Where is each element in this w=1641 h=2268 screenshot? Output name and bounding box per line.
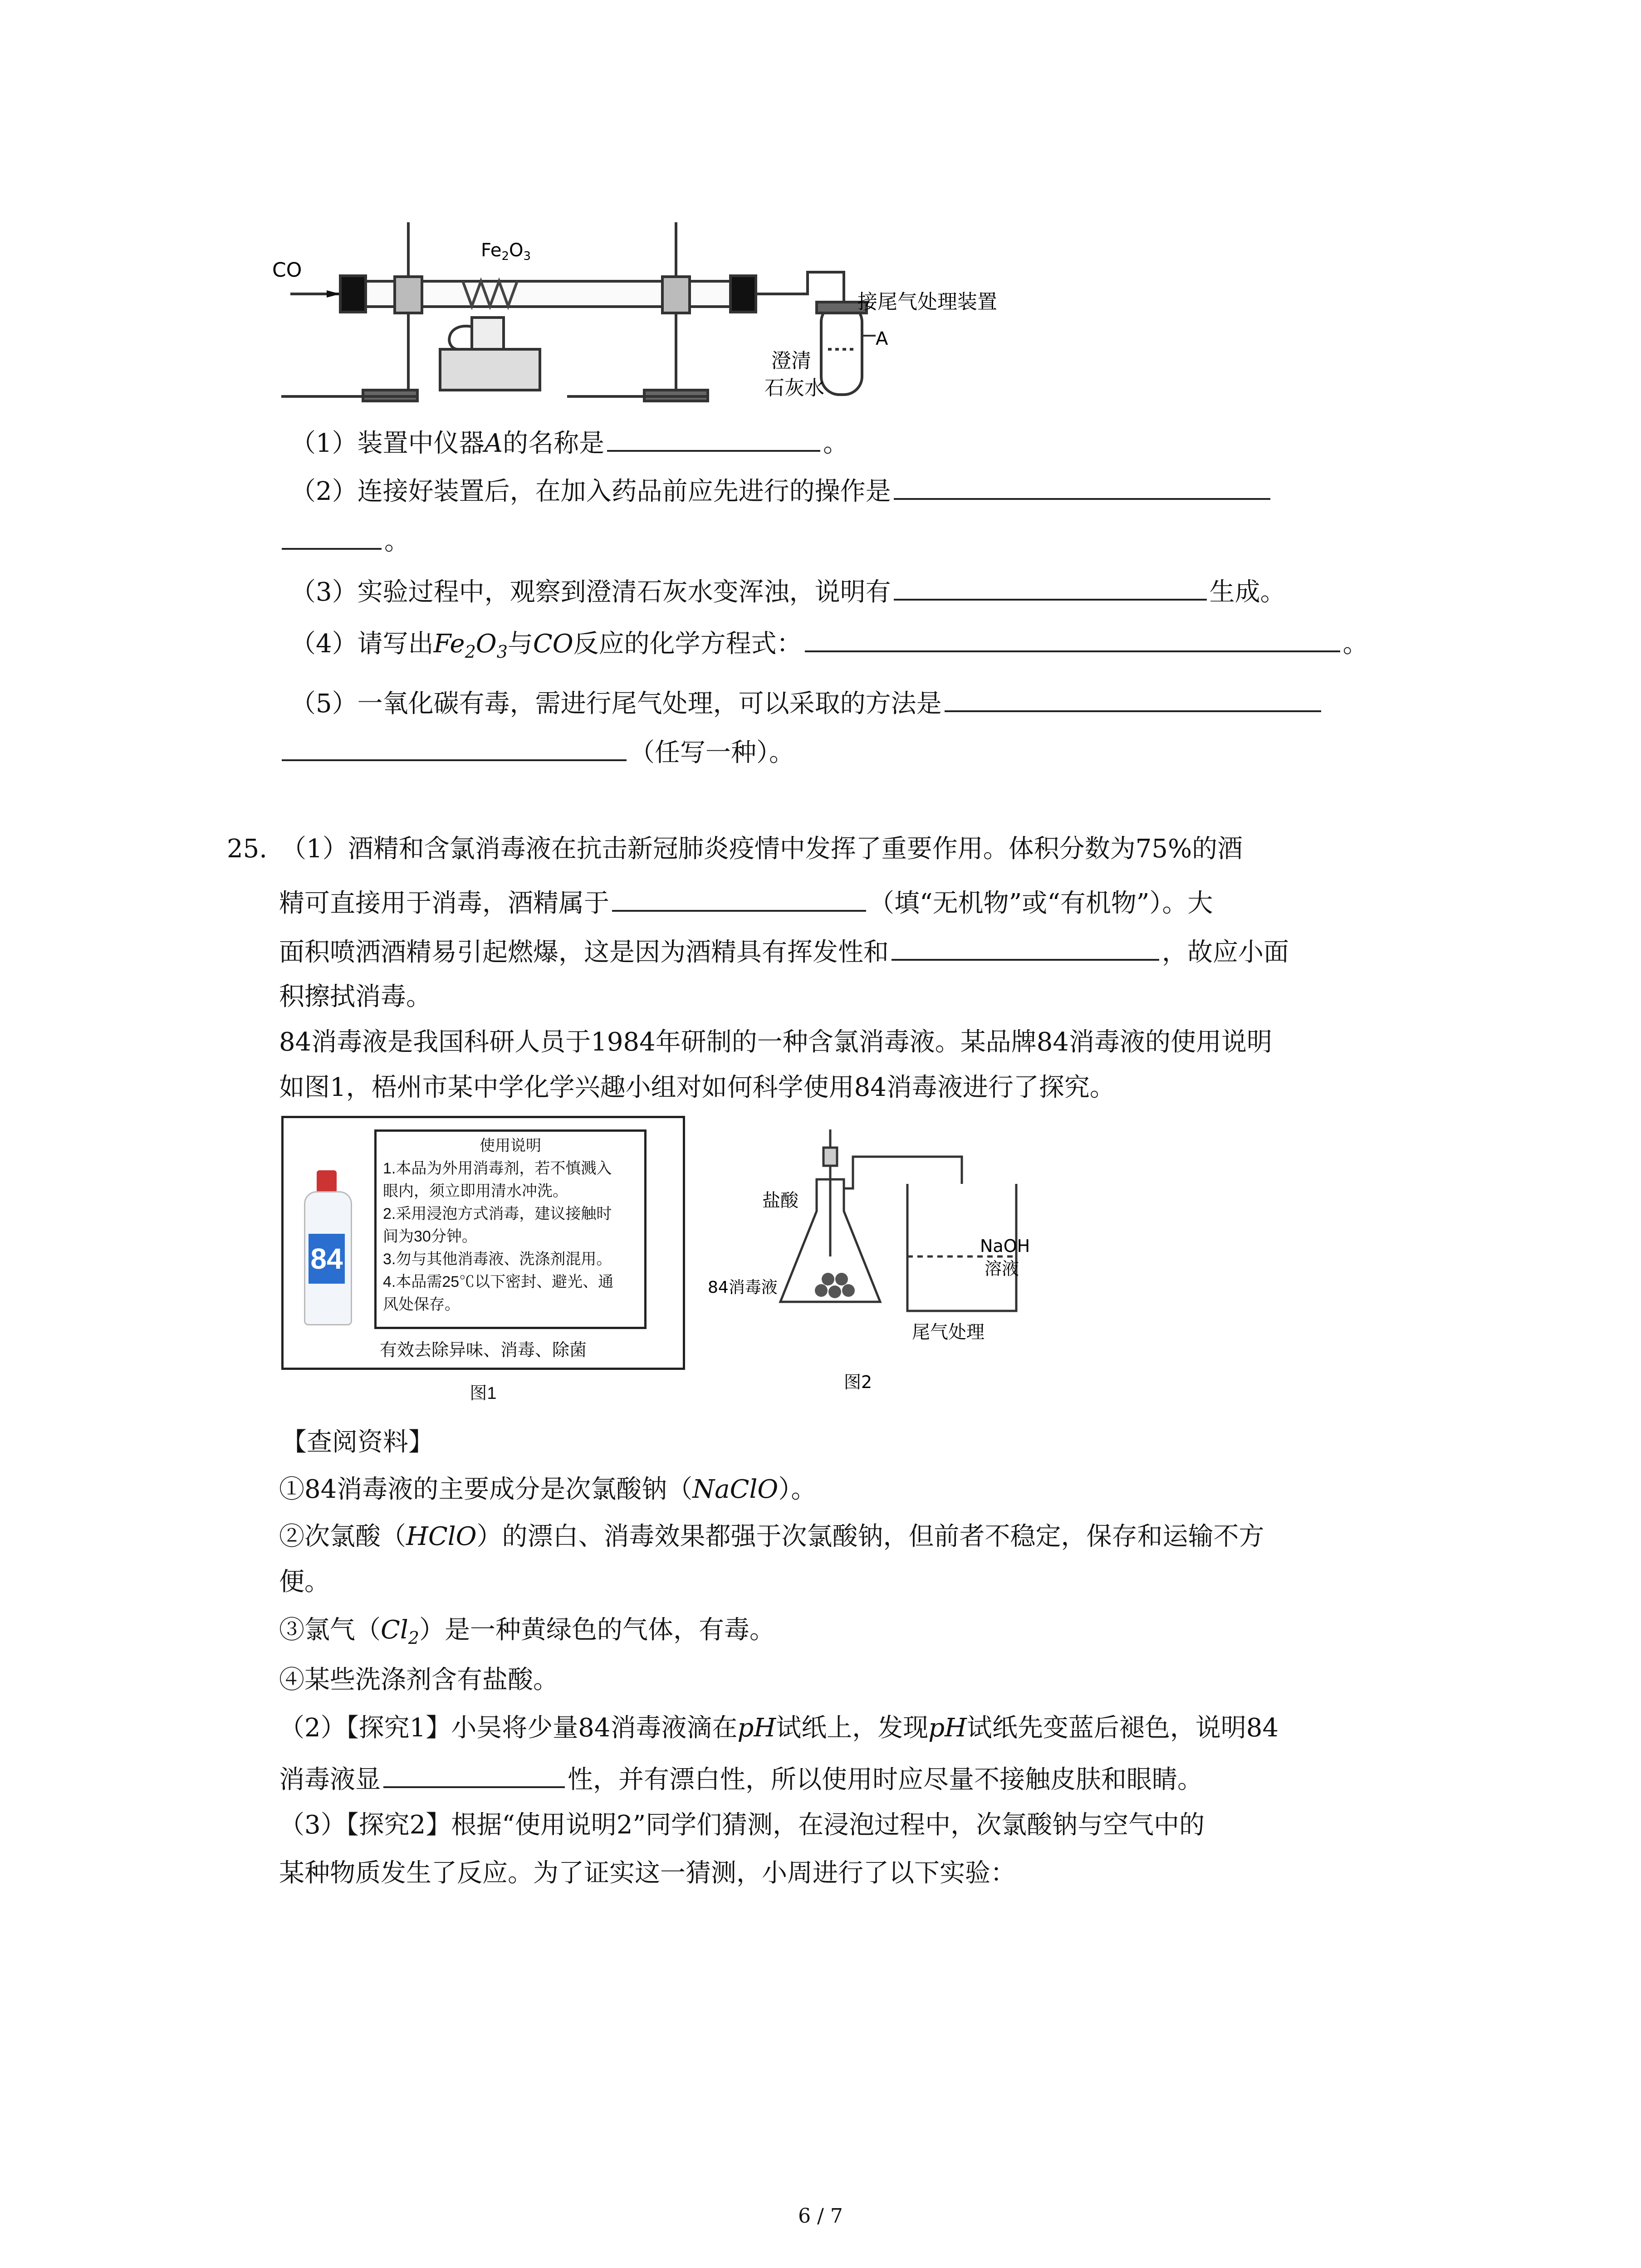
instruction-line: 2.采用浸泡方式消毒，建议接触时 [383, 1205, 612, 1222]
q25-number: 25. [227, 834, 268, 864]
q24-4-blank[interactable] [805, 622, 1340, 652]
q25-p1-c: 面积喷洒酒精易引起燃爆，这是因为酒精具有挥发性和 ，故应小面 [279, 931, 1289, 971]
q24-5-cont: （任写一种）。 [279, 731, 794, 771]
limewater-label-2: 石灰水 [764, 376, 824, 400]
q24-2-cont: 。 [279, 520, 410, 560]
fig2-naoh-label: NaOH [980, 1236, 1030, 1256]
bottle-label: 84 [309, 1234, 345, 1284]
q25-2-blank[interactable] [383, 1758, 565, 1788]
fe2o3-label: $Fe_2O_3$ [481, 240, 531, 263]
instructions-list [383, 1157, 638, 1316]
q25-1-blank-b[interactable] [892, 931, 1159, 961]
q25-p2-b: 如图1，梧州市某中学化学兴趣小组对如何科学使用84消毒液进行了探究。 [279, 1073, 1115, 1102]
figure-1 [281, 1116, 690, 1415]
fig2-acid-label: 盐酸 [762, 1190, 798, 1211]
q25-3-cont: 某种物质发生了反应。为了证实这一猜测，小周进行了以下实验： [279, 1858, 1016, 1888]
instruction-line: 3.勿与其他消毒液、洗涤剂混用。 [383, 1251, 612, 1268]
q25-p1-b: 精可直接用于消毒，酒精属于 （填“无机物”或“有机物”）。大 [279, 882, 1213, 922]
q24-2: （2）连接好装置后，在加入药品前应先进行的操作是 [290, 470, 1273, 510]
q24-1-blank[interactable] [607, 422, 820, 452]
ref-3: ③氯气$(Cl_2)$是一种黄绿色的气体，有毒。 [279, 1615, 775, 1648]
fig2-solution-label: 84消毒液 [708, 1278, 778, 1297]
q24-3-blank[interactable] [894, 571, 1207, 601]
q24-2-blank-b[interactable] [282, 520, 382, 550]
q24-3: （3）实验过程中，观察到澄清石灰水变浑浊，说明有 生成。 [290, 571, 1286, 611]
instructions-title: 使用说明 [480, 1137, 541, 1154]
q24-4: （4）请写出$Fe_2O_3$与CO反应的化学方程式： 。 [290, 622, 1368, 670]
co-label: CO [272, 259, 302, 282]
instructions-box [374, 1129, 647, 1329]
a-label: A [876, 328, 888, 349]
instruction-line: 1.本品为外用消毒剂，若不慎溅入 [383, 1160, 612, 1177]
figure-2-caption: 图2 [844, 1372, 872, 1392]
q24-1: （1）装置中仪器A的名称是 。 [290, 422, 848, 462]
q25-2-cont: 消毒液显 性，并有漂白性，所以使用时应尽量不接触皮肤和眼睛。 [279, 1758, 1203, 1798]
exhaust-label: 接尾气处理装置 [857, 290, 997, 313]
figure-1-caption: 图1 [470, 1384, 497, 1403]
ref-2: ②次氯酸（HClO）的漂白、消毒效果都强于次氯酸钠，但前者不稳定，保存和运输不方 [279, 1522, 1264, 1551]
bottle-image [299, 1170, 354, 1325]
ref-4: ④某些洗涤剂含有盐酸。 [279, 1665, 558, 1695]
figure-1-footer: 有效去除异味、消毒、除菌 [379, 1341, 587, 1360]
q25-2: （2）【探究1】小吴将少量84消毒液滴在pH试纸上，发现pH试纸先变蓝后褪色，说明84 [279, 1713, 1279, 1743]
q25-p2-a: 84消毒液是我国科研人员于1984年研制的一种含氯消毒液。某品牌84消毒液的使用说明 [279, 1027, 1273, 1057]
co-reduction-apparatus [272, 213, 997, 413]
instruction-line: 风处保存。 [383, 1296, 460, 1313]
q25-1-blank-a[interactable] [612, 882, 866, 912]
q24-5-blank-b[interactable] [282, 731, 627, 761]
page-number: 6 / 7 [798, 2204, 843, 2228]
q24-2-blank-a[interactable] [894, 470, 1270, 500]
q24-5-blank-a[interactable] [945, 682, 1321, 712]
q25-3: （3）【探究2】根据“使用说明2”同学们猜测，在浸泡过程中，次氯酸钠与空气中的 [279, 1810, 1205, 1840]
fig2-naoh-label-2: 溶液 [985, 1259, 1019, 1279]
instruction-line: 间为30分钟。 [383, 1228, 477, 1245]
ref-1: ①84消毒液的主要成分是次氯酸钠（NaClO）。 [279, 1475, 817, 1504]
q24-5: （5）一氧化碳有毒，需进行尾气处理，可以采取的方法是 [290, 682, 1324, 722]
q25-number-line: 25. （1）酒精和含氯消毒液在抗击新冠肺炎疫情中发挥了重要作用。体积分数为75%的酒 [227, 834, 1243, 864]
limewater-label-1: 澄清 [771, 349, 811, 372]
ref-title: 【查阅资料】 [281, 1427, 434, 1457]
instruction-line: 4.本品需25℃以下密封、避光、通 [383, 1273, 614, 1290]
ref-2-cont: 便。 [279, 1567, 330, 1597]
fig2-exhaust-label: 尾气处理 [912, 1322, 985, 1343]
figure-2 [708, 1120, 1053, 1411]
q25-p1-d: 积擦拭消毒。 [279, 982, 431, 1012]
instruction-line: 眼内，须立即用清水冲洗。 [383, 1183, 568, 1200]
